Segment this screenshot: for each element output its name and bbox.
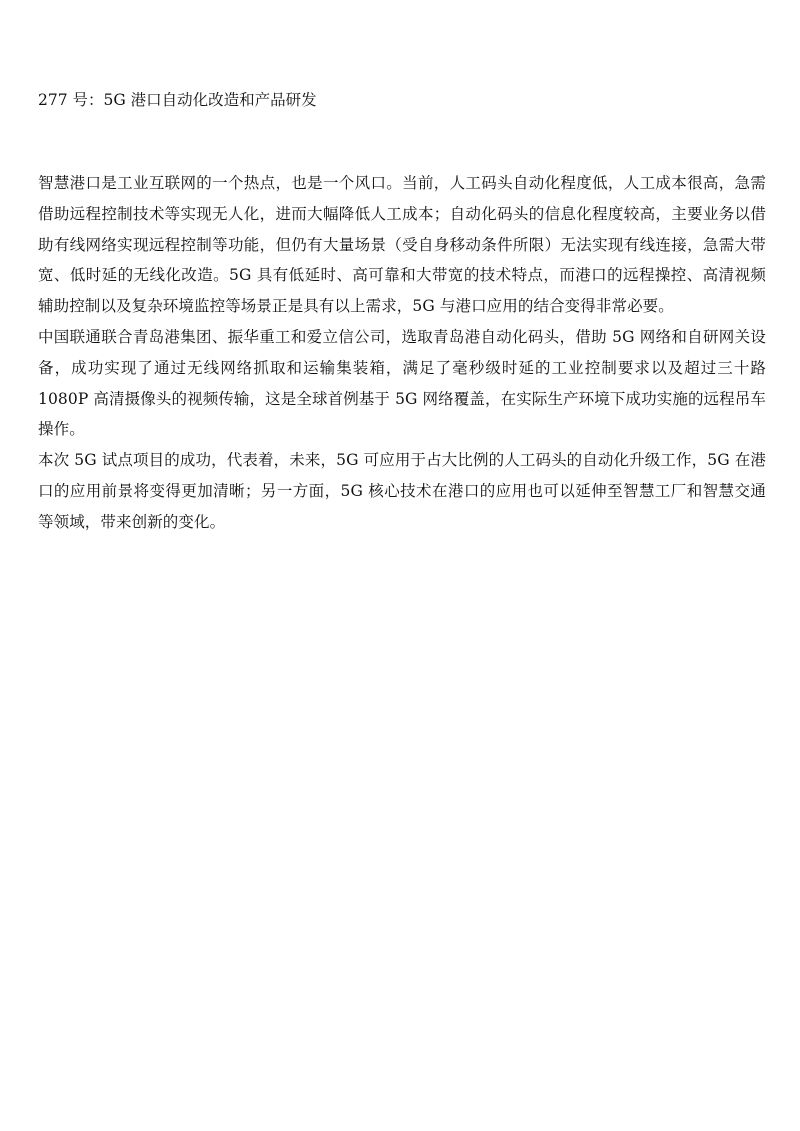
paragraph-smart-port-intro: 智慧港口是工业互联网的一个热点，也是一个风口。当前，人工码头自动化程度低，人工成本很高，急需借助远程控制技术等实现无人化，进而大幅降低人工成本；自动化码头的信息化程度较高，主要业务以借助有线网络实现远程控制等功能，但仍有大量场景（受自身移动条件所限）无法实现有线连接，急需大带宽、低时延的无线化改造。5G 具有低延时、高可靠和大带宽的技术特点，而港口的远程操控、高清视频辅助控制以及复杂环境监控等场景正是具有以上需求，5G 与港口应用的结合变得非常必要。 [38, 174, 766, 316]
paragraph-outlook: 本次 5G 试点项目的成功，代表着，未来，5G 可应用于占大比例的人工码头的自动化升级工作，5G 在港口的应用前景将变得更加清晰；另一方面，5G 核心技术在港口的应用也可以延伸至智慧工厂和智慧交通等领域，带来创新的变化。 [38, 451, 766, 531]
document-body [38, 168, 766, 538]
document-title: 277 号：5G 港口自动化改造和产品研发 [38, 91, 317, 109]
paragraph-qingdao-case: 中国联通联合青岛港集团、振华重工和爱立信公司，选取青岛港自动化码头，借助 5G 网络和自研网关设备，成功实现了通过无线网络抓取和运输集装箱，满足了毫秒级时延的工业控制要求以及超过三十路 1080P 高清摄像头的视频传输，这是全球首例基于 5G 网络覆盖，在实际生产环境下成功实施的远程吊车操作。 [38, 327, 766, 439]
